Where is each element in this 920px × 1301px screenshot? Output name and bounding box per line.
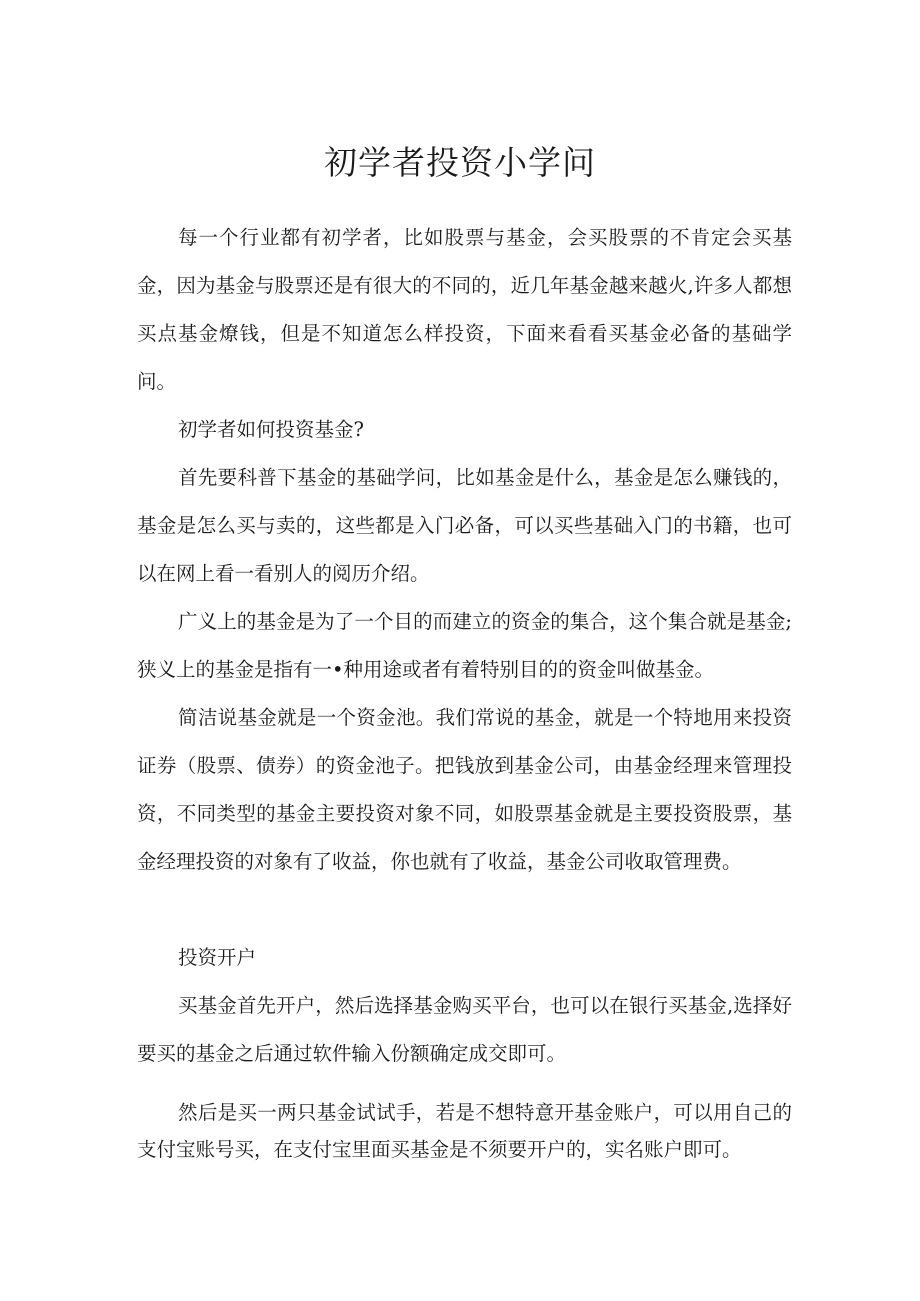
- document-title: 初学者投资小学问: [324, 143, 596, 182]
- section-heading-how-to-invest: 初学者如何投资基金?: [178, 418, 364, 441]
- paragraph-intro: 每一个行业都有初学者，比如股票与基金，会买股票的不肯定会买基金，因为基金与股票还是有很大的不同的，近几年基金越来越火,许多人都想买点基金燎钱，但是不知道怎么样投资，下面来看看买基金必备的基础学问。: [137, 226, 792, 393]
- paragraph-fund-pool: 简洁说基金就是一个资金池。我们常说的基金，就是一个特地用来投资证券（股票、债券）的资金池子。把钱放到基金公司，由基金经理来管理投资，不同类型的基金主要投资对象不同，如股票基金就是主要投资股票，基金经理投资的对象有了收益，你也就有了收益，基金公司收取管理费。: [137, 706, 792, 873]
- section-heading-open-account: 投资开户: [178, 946, 257, 969]
- paragraph-basics: 首先要科普下基金的基础学问，比如基金是什么，基金是怎么赚钱的，基金是怎么买与卖的，这些都是入门必备，可以买些基础入门的书籍，也可以在网上看一看别人的阅历介绍。: [137, 466, 792, 585]
- paragraph-trial-purchase: 然后是买一两只基金试试手，若是不想特意开基金账户，可以用自己的支付宝账号买，在支付宝里面买基金是不须要开户的，实名账户即可。: [137, 1101, 792, 1161]
- paragraph-fund-definition: 广义上的基金是为了一个目的而建立的资金的集合，这个集合就是基金;狭义上的基金是指有一•种用途或者有着特别目的的资金叫做基金。: [137, 610, 792, 681]
- paragraph-open-account: 买基金首先开户，然后选择基金购买平台，也可以在银行买基金,选择好要买的基金之后通过软件输入份额确定成交即可。: [137, 994, 792, 1065]
